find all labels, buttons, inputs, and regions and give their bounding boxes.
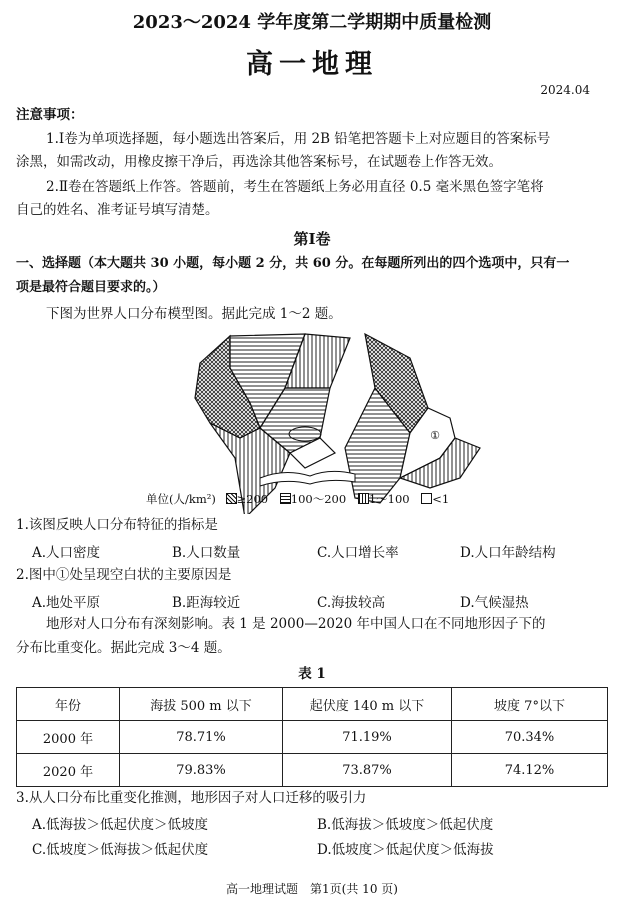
notice-item2-line2: 自己的姓名、准考证号填写清楚。: [16, 202, 219, 218]
marker-1: ①: [430, 429, 440, 442]
q1-option-a[interactable]: A.人口密度: [32, 545, 101, 561]
population-model-figure: [110, 328, 510, 514]
q3-option-d[interactable]: D.低坡度＞低起伏度＞低海拔: [317, 842, 494, 858]
notice-item2-line1: 2.Ⅱ卷在答题纸上作答。答题前，考生在答题纸上务必用直径 0.5 毫米黑色签字笔将: [46, 179, 544, 195]
intro-q3-4-line1: 地形对人口分布有深刻影响。表 1 是 2000—2020 年中国人口在不同地形因子下的: [46, 616, 546, 632]
q3-options-row2: [32, 838, 612, 858]
q2-option-a[interactable]: A.地处平原: [32, 595, 101, 611]
notice-item1-line2: 涂黑，如需改动，用橡皮擦干净后，再选涂其他答案标号，在试题卷上作答无效。: [16, 154, 502, 170]
subject-title: 高一地理: [246, 49, 378, 80]
q1-options: [32, 541, 612, 561]
q1-option-b[interactable]: B.人口数量: [172, 545, 241, 561]
q3-stem: 3.从人口分布比重变化推测，地形因子对人口迁移的吸引力: [16, 790, 367, 806]
table-cell: 2020 年: [17, 754, 120, 787]
q1-option-c[interactable]: C.人口增长率: [317, 545, 399, 561]
page-footer: 高一地理试题 第1页(共 10 页): [226, 882, 398, 896]
table-header: 年份: [17, 688, 120, 721]
legend-l1: ≥200: [236, 492, 269, 506]
q2-option-d[interactable]: D.气候湿热: [460, 595, 529, 611]
table-header: 海拔 500 m 以下: [120, 688, 283, 721]
table-cell: 74.12%: [452, 754, 608, 787]
legend-swatch-low-icon: [358, 493, 369, 504]
exam-title: 2023～2024 学年度第二学期期中质量检测: [132, 12, 492, 33]
legend-l2: 100～200: [290, 492, 347, 506]
figure-legend: [146, 491, 449, 507]
legend-l4: <1: [432, 492, 450, 506]
legend-unit: 单位(人/km²): [146, 492, 216, 506]
section-heading-line1: 一、选择题（本大题共 30 小题，每小题 2 分，共 60 分。在每题所列出的四个选项中，只有一: [16, 256, 570, 271]
q1-stem: 1.该图反映人口分布特征的指标是: [16, 517, 218, 533]
population-table: [16, 687, 608, 787]
table-header-row: [17, 688, 608, 721]
exam-date: 2024.04: [540, 83, 590, 97]
q2-options: [32, 591, 612, 611]
table-row: [17, 721, 608, 754]
q3-option-a[interactable]: A.低海拔＞低起伏度＞低坡度: [32, 817, 209, 833]
legend-swatch-dense-icon: [226, 493, 237, 504]
notice-item1-line1: 1.Ⅰ卷为单项选择题，每小题选出答案后，用 2B 铅笔把答题卡上对应题目的答案标号: [46, 131, 551, 147]
legend-swatch-medium-icon: [280, 493, 291, 504]
island: [289, 427, 321, 441]
section-title: 第Ⅰ卷: [293, 230, 331, 248]
table-row: [17, 754, 608, 787]
q3-options-row1: [32, 813, 612, 833]
intro-q1-2: 下图为世界人口分布模型图。据此完成 1～2 题。: [46, 306, 342, 322]
table-cell: 2000 年: [17, 721, 120, 754]
table-cell: 79.83%: [120, 754, 283, 787]
section-heading-line2: 项是最符合题目要求的。）: [16, 280, 166, 295]
table-header: 起伏度 140 m 以下: [283, 688, 452, 721]
table-header: 坡度 7°以下: [452, 688, 608, 721]
table-cell: 78.71%: [120, 721, 283, 754]
table-cell: 71.19%: [283, 721, 452, 754]
legend-swatch-blank-icon: [421, 493, 432, 504]
table-cell: 70.34%: [452, 721, 608, 754]
table-cell: 73.87%: [283, 754, 452, 787]
q1-option-d[interactable]: D.人口年龄结构: [460, 545, 556, 561]
q2-stem: 2.图中①处呈现空白状的主要原因是: [16, 567, 232, 583]
q3-option-c[interactable]: C.低坡度＞低海拔＞低起伏度: [32, 842, 209, 858]
intro-q3-4-line2: 分布比重变化。据此完成 3～4 题。: [16, 640, 231, 656]
q2-option-c[interactable]: C.海拔较高: [317, 595, 386, 611]
q2-option-b[interactable]: B.距海较近: [172, 595, 241, 611]
table-caption: 表 1: [298, 666, 326, 682]
notice-heading: 注意事项：: [16, 107, 84, 123]
legend-l3: 1～100: [368, 492, 410, 506]
q3-option-b[interactable]: B.低海拔＞低坡度＞低起伏度: [317, 817, 494, 833]
